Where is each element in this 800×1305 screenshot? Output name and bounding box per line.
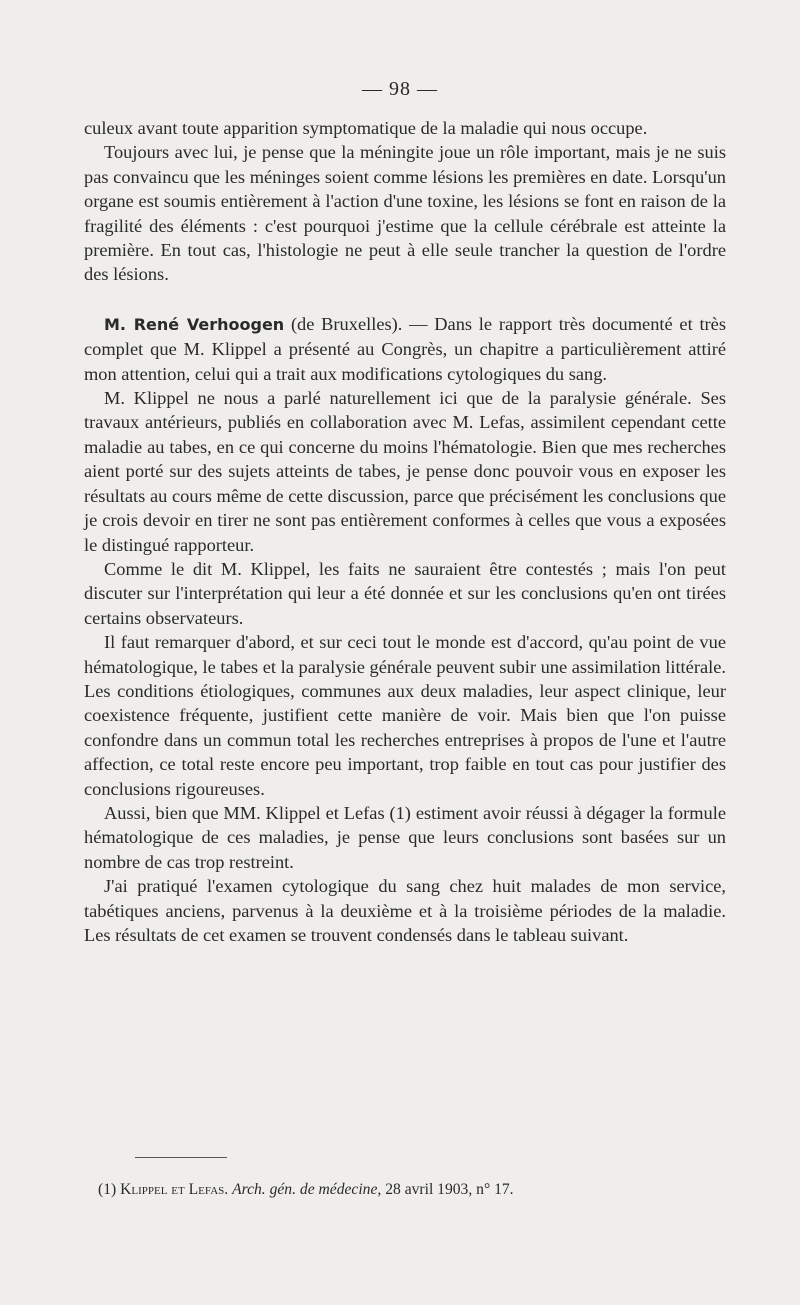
footnote [98, 1180, 738, 1200]
footnote-rule [135, 1157, 227, 1158]
paragraph: Il faut remarquer d'abord, et sur ceci tout le monde est d'accord, qu'au point de vue hématologique, le tabes et la paralysie générale peuvent subir une assimilation littérale. Les conditions étiologiques, communes aux deux maladies, leur aspect clinique, leur coexistence fréquente, justifient cette manière de voir. Mais bien que l'on puisse confondre dans un commun total les recherches entreprises à propos de l'une et l'autre affection, ce total reste encore peu important, trop faible en tout cas pour justifier des conclusions rigoureuses. [84, 632, 726, 799]
paragraph: Aussi, bien que MM. Klippel et Lefas (1) estiment avoir réussi à dégager la formule hématologique de ces maladies, je pense que leurs conclusions sont basées sur un nombre de cas trop restreint. [84, 802, 726, 872]
speaker-name: M. René Verhoogen [104, 314, 285, 334]
footnote-details: 28 avril 1903, n° 17. [385, 1181, 514, 1198]
paragraph: M. Klippel ne nous a parlé naturellement ici que de la paralysie générale. Ses travaux antérieurs, publiés en collaboration avec M. Lefas, assimilent cependant cette maladie au tabes, en ce qui concerne du moins l'hématologie. Bien que mes recherches aient porté sur des sujets atteints de tabes, je pense donc pouvoir vous en exposer les résultats au cours même de cette discussion, parce que précisément les conclusions que je crois devoir en tirer ne sont pas entièrement conformes à celles que vous a exposées le distingué rapporteur. [84, 388, 726, 555]
paragraph-continued: culeux avant toute apparition symptomatique de la maladie qui nous occupe. [84, 118, 648, 138]
paragraph-speaker [84, 312, 726, 386]
footnote-journal: Arch. gén. de médecine, [232, 1181, 382, 1198]
page-number: — 98 — [362, 78, 438, 100]
paragraph: J'ai pratiqué l'examen cytologique du sang chez huit malades de mon service, tabétiques anciens, parvenus à la deuxième et à la troisième périodes de la maladie. Les résultats de cet examen se trouvent condensés dans le tableau suivant. [84, 876, 726, 945]
footnote-marker: (1) [98, 1181, 117, 1198]
paragraph: Comme le dit M. Klippel, les faits ne sauraient être contestés ; mais l'on peut discuter sur l'interprétation qui leur a été donnée et sur les conclusions qu'en ont tirées certains observateurs. [84, 558, 726, 628]
paragraph: Toujours avec lui, je pense que la méningite joue un rôle important, mais je ne suis pas convaincu que les méninges soient comme lésions les premières en date. Lorsqu'un organe est soumis entièrement à l'action d'une toxine, les lésions se font en raison de la fragilité des éléments : c'est pourquoi j'estime que la cellule cérébrale est atteinte la première. En tout cas, l'histologie ne peut à elle seule trancher la question de l'ordre des lésions. [84, 142, 726, 285]
body-text [84, 116, 726, 947]
speaker-text: (de Bruxelles). — Dans le rapport très documenté et très complet que M. Klippel a présenté au Congrès, un chapitre a particulièrement attiré mon attention, celui qui a trait aux modifications cytologiques du sang. [84, 313, 727, 384]
footnote-authors: Klippel et Lefas. [120, 1181, 229, 1198]
